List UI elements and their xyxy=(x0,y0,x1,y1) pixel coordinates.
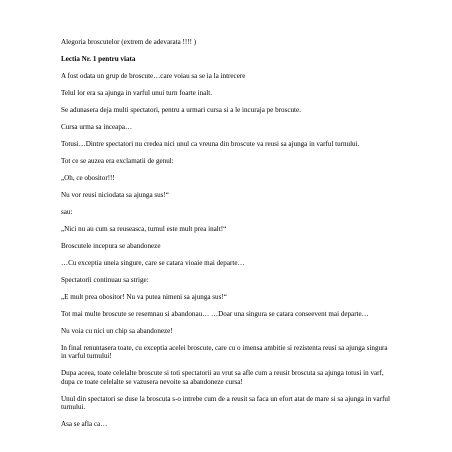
paragraph: Tot ce se auzea era exclamatii de genul: xyxy=(61,157,174,165)
paragraph: Unul din spectatori se duse la broscuta s-o intrebe cum de a reusit sa faca un efort atat de mare si sa ajunga in varful turnului. xyxy=(61,394,390,412)
paragraph: Dupa aceea, toate celelalte broscute si toti spectatorii au vrut sa afle cum a reusit broscuta sa ajunga totusi in varf, dupa ce toate celelalte se vazusera nevoite sa abandoneze cursa! xyxy=(61,369,384,386)
paragraph: Tot mai multe broscute se resemnau si abandonau… …Doar una singura se catara conseevent mai departe… xyxy=(61,310,369,318)
paragraph: Telul lor era sa ajunga in varful unui turn foarte inalt. xyxy=(61,89,212,97)
paragraph: Cursa urma sa inceapa… xyxy=(61,123,133,131)
paragraph: „E mult prea obositor! Nu va putea nimeni sa ajunga sus!“ xyxy=(61,293,227,301)
paragraph: Se adunasera deja multi spectatori, pentru a urmari cursa si a le incuraja pe broscute. xyxy=(61,106,301,114)
paragraph: …Cu exceptia uneia singure, care se catara vioaie mai departe… xyxy=(61,259,245,267)
document-subtitle: Lectia Nr. 1 pentru viata xyxy=(61,55,136,63)
paragraph: „Nici nu au cum sa reuseasca, turnul este mult prea inalt!“ xyxy=(61,225,227,233)
paragraph: Nu vor reusi niciodata sa ajunga sus!“ xyxy=(61,191,169,199)
paragraph: Nu voia cu nici un chip sa abandoneze! xyxy=(61,327,173,335)
paragraph: Broscutele incepura se abandoneze xyxy=(61,242,161,250)
document-title: Alegoria broscutelor (extrem de adevarata !!!! ) xyxy=(61,38,197,46)
paragraph: sau: xyxy=(61,208,73,216)
paragraph: Spectatorii continuau sa strige: xyxy=(61,276,149,284)
paragraph: „Oh, ce obositor!!! xyxy=(61,174,115,182)
paragraph: Asa se afla ca… xyxy=(61,420,108,429)
paragraph: Totusi…Dintre spectatori nu credea nici unul ca vreuna din broscute va reusi sa ajunga in varful turnului. xyxy=(61,140,360,148)
paragraph: In final renuntasera toate, cu exceptia acelei broscute, care cu o imensa ambitie si rezistenta reusi sa ajunga singura in varful turnului! xyxy=(61,344,388,361)
document-body xyxy=(61,38,391,437)
paragraph: A fost odata un grup de broscute…care voiau sa se ia la intrecere xyxy=(61,72,246,80)
